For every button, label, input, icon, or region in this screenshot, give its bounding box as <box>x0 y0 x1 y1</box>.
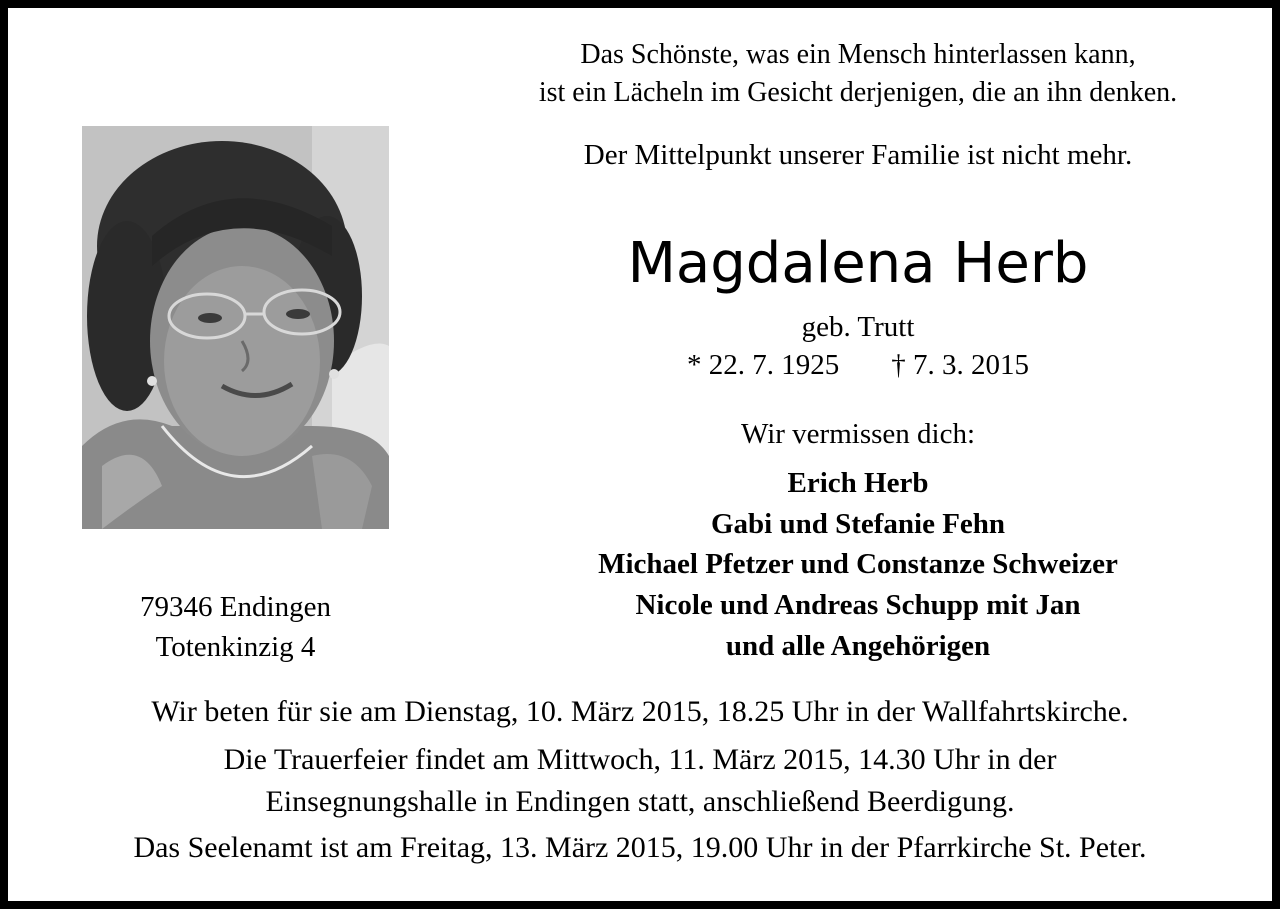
mourner-name: Nicole und Andreas Schupp mit Jan <box>635 589 1081 621</box>
service-prayer: Wir beten für sie am Dienstag, 10. März 2015, 18.25 Uhr in der Wallfahrtskirche. <box>151 695 1129 728</box>
portrait-photo <box>82 126 389 529</box>
deceased-name: Magdalena Herb <box>627 231 1089 296</box>
mourners-intro: Wir vermissen dich: <box>741 418 975 450</box>
intro-text: Der Mittelpunkt unserer Familie ist nicht mehr. <box>583 139 1133 171</box>
service-requiem: Das Seelenamt ist am Freitag, 13. März 2015, 19.00 Uhr in der Pfarrkirche St. Peter. <box>133 831 1147 864</box>
mourner-name: Erich Herb <box>787 467 929 499</box>
mourner-name: Gabi und Stefanie Fehn <box>710 508 1006 540</box>
mourner-name: Michael Pfetzer und Constanze Schweizer <box>598 548 1118 580</box>
life-dates <box>470 351 1246 380</box>
service-funeral-line-1: Die Trauerfeier findet am Mittwoch, 11. März 2015, 14.30 Uhr in der <box>223 743 1057 776</box>
address-line-1: 79346 Endingen <box>140 591 331 623</box>
address-line-2: Totenkinzig 4 <box>155 631 316 663</box>
birth-date: * 22. 7. 1925 <box>687 349 840 381</box>
mourner-name: und alle Angehörigen <box>725 630 991 662</box>
death-date: † 7. 3. 2015 <box>891 349 1029 381</box>
quote-line-2: ist ein Lächeln im Gesicht derjenigen, die an ihn denken. <box>538 77 1178 108</box>
quote-line-1: Das Schönste, was ein Mensch hinterlassen kann, <box>580 39 1136 70</box>
maiden-name: geb. Trutt <box>801 311 915 343</box>
service-funeral-line-2: Einsegnungshalle in Endingen statt, anschließend Beerdigung. <box>265 785 1015 818</box>
